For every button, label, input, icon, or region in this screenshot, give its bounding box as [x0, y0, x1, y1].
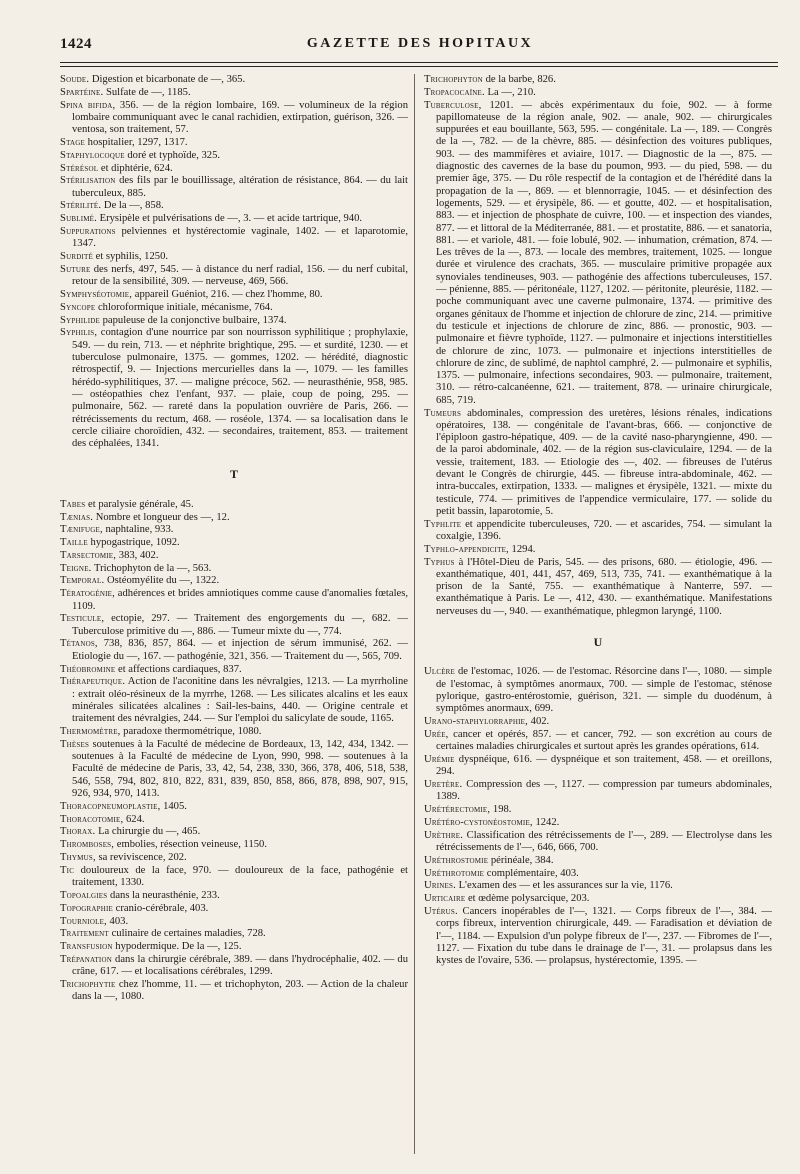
index-entry: [60, 826, 408, 838]
entry-text: De la —, 858.: [101, 200, 164, 212]
entry-headword: Tic: [60, 864, 75, 876]
index-entry: [60, 499, 408, 511]
entry-headword: Tabes: [60, 498, 86, 510]
entry-headword: Spartéine.: [60, 86, 104, 98]
entry-text: appareil Guéniot, 216. — chez l'homme, 80.: [132, 289, 323, 301]
entry-headword: Tuberculose,: [424, 99, 482, 111]
entry-headword: Thèses: [60, 738, 90, 750]
entry-text: pelviennes et hystérectomie vaginale, 1402. — et laparotomie, 1347.: [72, 226, 408, 250]
entry-text: abdominales, compression des uretères, lésions rénales, indications opératoires, 138. — congénitale de l'avant-bras, 666. — conjonctive de l'épiploon gastro-hépatique, 409. — de la cavité naso-pharyngienne, 490. — de la paroi abdominale, 402. — de la région sus-claviculaire, 1294. — de la vessie, traitement, 183. — Etiologie des —, 402. — fibreuses de l'utérus devant le Congrès de chirurgie, 445. — fibreuse intra-abdominale, 462. — intra-buccales, extirpation, 1333. — malignes et érysipèle, 1321. — mixte du testicule, 774. — primitives de l'appendice vermiculaire, 177. — solide du petit bassin, laparotomie, 5.: [436, 407, 772, 517]
index-entry: [60, 563, 408, 575]
entry-headword: Urémie: [424, 753, 455, 765]
entry-headword: Urines.: [424, 880, 456, 892]
entry-headword: Tétanos,: [60, 638, 98, 650]
entry-headword: Thermomètre,: [60, 726, 121, 738]
index-entry: [60, 979, 408, 1004]
entry-text: La —, 210.: [484, 86, 536, 98]
running-title: GAZETTE DES HOPITAUX: [306, 36, 534, 51]
entry-text: et affections cardiaques, 837.: [115, 663, 242, 675]
index-entry: [424, 100, 772, 407]
page-number: 1424: [60, 36, 92, 52]
index-entry: [60, 150, 408, 162]
index-entry: [60, 575, 408, 587]
index-entry: [60, 664, 408, 676]
index-entry: [60, 613, 408, 638]
entry-headword: Tourniole,: [60, 915, 107, 927]
index-entry: [60, 676, 408, 725]
index-entry: [424, 729, 772, 754]
entry-headword: Urétérectomie,: [424, 804, 491, 816]
index-entry: [60, 954, 408, 979]
index-entry: [60, 928, 408, 940]
entry-headword: Urèthre.: [424, 829, 464, 841]
entry-headword: Tumeurs: [424, 407, 462, 419]
entry-text: dans la chirurgie cérébrale, 389. — dans l'hydrocéphalie, 402. — du crâne, 617. — et localisations cérébrales, 1299.: [72, 953, 408, 978]
entry-headword: Trichophyton: [424, 74, 483, 85]
entry-headword: Typhus: [424, 556, 455, 568]
entry-headword: Uréthrostomie: [424, 854, 489, 866]
index-entry: [424, 408, 772, 519]
index-entry: [60, 739, 408, 800]
index-entry: [60, 175, 408, 200]
entry-headword: Tænifuge,: [60, 524, 103, 536]
index-entry: [60, 537, 408, 549]
entry-headword: Syphilis,: [60, 327, 98, 339]
entry-text: chez l'homme, 11. — et trichophyton, 203. — Action de la chaleur dans la —, 1080.: [72, 978, 408, 1003]
right-column: [424, 74, 772, 968]
index-entry: [60, 839, 408, 851]
entry-headword: Thymus,: [60, 852, 96, 864]
entry-text: Nombre et longueur des —, 12.: [93, 511, 230, 523]
index-entry: [424, 754, 772, 779]
index-entry: [60, 550, 408, 562]
entry-text: sa reviviscence, 202.: [95, 852, 187, 864]
entry-headword: Thromboses,: [60, 839, 115, 851]
entry-text: paradoxe thermométrique, 1080.: [120, 726, 262, 738]
entry-headword: Thorax.: [60, 826, 96, 838]
entry-text: 198.: [490, 804, 512, 816]
entry-text: 356. — de la région lombaire, 169. — volumineux de la région lombaire communiquant avec le canal rachidien, extirpation, guérison, 326. — ventosa, son traitement, 57.: [72, 99, 408, 136]
index-entry: [60, 289, 408, 301]
entry-headword: Suppurations: [60, 226, 116, 238]
entry-text: douloureux de la face, 970. — douloureux de la face, pathogénie et traitement, 1330.: [72, 864, 408, 889]
entry-text: complémentaire, 403.: [484, 867, 579, 879]
entry-text: chloroformique initiale, mécanisme, 764.: [95, 301, 273, 313]
index-entry: [60, 251, 408, 263]
entry-text: cranio-cérébrale, 403.: [113, 902, 209, 914]
entry-headword: Temporal.: [60, 575, 105, 587]
index-entry: [60, 74, 408, 86]
entry-text: Classification des rétrécissements de l'—, 289. — Electrolyse dans les rétrécissements de l'—, 646, 666, 700.: [436, 829, 772, 854]
index-entry: [60, 213, 408, 225]
index-entry: [60, 100, 408, 137]
entry-text: des fils par le bouillissage, altération de résistance, 864. — du lait tuberculeux, 885.: [72, 175, 408, 199]
entry-text: 1242.: [532, 816, 560, 828]
entry-headword: Testicule,: [60, 613, 105, 625]
entry-headword: Tænias.: [60, 511, 94, 523]
entry-headword: Soude.: [60, 74, 90, 85]
index-entry: [60, 137, 408, 149]
index-entry: [424, 519, 772, 544]
entry-text: papuleuse de la conjonctive bulbaire, 1374.: [99, 314, 287, 326]
index-entry: [424, 830, 772, 855]
entry-text: Action de l'aconitine dans les névralgies, 1213. — La myrrholine : extrait oléo-résineux de la myrrhe, 1268. — Les silicates alcalins et les eaux minérales silicatées alcalines : Sail-les-bains, 440. — Origine centrale et traitement des névralgies, 244. — Sur l'emploi du salicylate de soude, 1165.: [72, 676, 408, 725]
section-letter-t: T: [229, 467, 238, 482]
entry-headword: Urée,: [424, 728, 449, 740]
entry-headword: Urétéro-cystonéostomie,: [424, 816, 533, 828]
entry-headword: Thérapeutique.: [60, 676, 126, 688]
entry-headword: Syncope: [60, 301, 96, 313]
entry-headword: Thoracotomie,: [60, 813, 124, 825]
left-entries-t: [60, 499, 408, 1004]
entry-text: et diphtérie, 624.: [98, 162, 173, 174]
entry-headword: Stérésol: [60, 162, 99, 174]
entry-text: hypogastrique, 1092.: [87, 537, 180, 549]
index-entry: [424, 779, 772, 804]
entry-text: 1201. — abcès expérimentaux du foie, 902. — à forme papillomateuse de la région anale, 902. — anale, 902. — chirurgicales suppurées et eau bouillante, 563, 595. — congénitale. La —, 189. — Congrès de la —, 782. — de la chèvre, 885. — désinfection des voitures publiques, 903. — des mammifères et aviaire, 1017. — Diagnostic de la —, 875. — diagnostic des cavernes de la base du poumon, 993. — du pied, 598. — du premier âge, 375. — Du rôle respectif de la contagion et de l'hérédité dans la propagation de la —, 869. — et blennorragie, 1045. — et désinfection des logements, 529. — et érysipèle, 86. — et goutte, 402. — et hospitalisation, 883. — et injection de phosphate de cuivre, 100. — et inspection des viandes, 877. — et littoral de la Méditerranée, 881. — et prostatite, 886. — et sanatoria, 881. — et variole, 481. — foie lobulé, 902. — inhumation, crémation, 874. — Les trêves de la —, 873. — locale des membres, traitement, 1025. — longue durée et virulence des crachats, 365. — musculaire primitive propagée aux synoviales tendineuses, 903. — pathogénie des affections tuberculeuses, 157. — pénienne, 885. — péritonéale, 1127, 1202. — péritonite, pleurésie, 1182. — poche communiquant avec une caverne pulmonaire, 1374. — primitive des organes génitaux de l'homme et injection de chlorure de zinc, 214. — primitive du testicule et injections de chlorure de zinc, 886. — pronostic, 903. — pulmonaire et fièvre typhoïde, 1127. — pulmonaire et injections interstitielles de chlorure de zinc, 1073. — pulmonaire et injections interstitielles de chlorure de zinc, de sublimé, de naphtol camphré, 2. — pulmonaire et syphilis, 1375. — pulmonaire, infections secondaires, 903. — pulmonaire, traitement, 310. — rétro-calcanéenne, 621. — traitement, 878. — urinaire chirurgicale, 685, 719.: [436, 99, 772, 406]
entry-text: Digestion et bicarbonate de —, 365.: [89, 74, 246, 85]
index-entry: [424, 804, 772, 816]
entry-text: culinaire de certaines maladies, 728.: [108, 928, 266, 940]
index-entry: [60, 87, 408, 99]
entry-text: Cancers inopérables de l'—, 1321. — Corps fibreux de l'—, 384. — corps fibreux, intervention chirurgicale, 449. — Faradisation et déviation de l'—, 1184. — Expulsion d'un polype fibreux de l'—, 237. — Fibromes de l'—, 1127. — Fixation du tube dans le drainage de l'—, 31. — prolapsus dans les kystes de l'ovaire, 536. — prolapsus, hystérectomie, 1395. —: [436, 906, 772, 967]
entry-headword: Tropacocaïne.: [424, 86, 485, 98]
entry-headword: Syphilide: [60, 314, 100, 326]
entry-text: cancer et opérés, 857. — et cancer, 792. — son excrétion au cours de certaines maladies chirurgicales et surtout après les grandes opérations, 614.: [436, 728, 772, 753]
entry-headword: Trépanation: [60, 953, 112, 965]
entry-text: 1294.: [508, 543, 536, 555]
entry-text: 383, 402.: [116, 549, 159, 561]
index-entry: [424, 716, 772, 728]
index-entry: [60, 327, 408, 450]
index-entry: [60, 865, 408, 890]
entry-text: hospitalier, 1297, 1317.: [85, 136, 188, 148]
index-entry: [424, 544, 772, 556]
index-entry: [60, 814, 408, 826]
index-entry: [424, 557, 772, 618]
left-entries-s: [60, 74, 408, 450]
entry-text: doré et typhoïde, 325.: [124, 149, 221, 161]
entry-text: et appendicite tuberculeuses, 720. — et ascarides, 754. — simulant la coxalgie, 1396.: [436, 518, 772, 542]
entry-text: Trichophyton de la —, 563.: [91, 562, 212, 574]
entry-headword: Stage: [60, 136, 85, 148]
entry-headword: Thoracopneumoplastie,: [60, 800, 161, 812]
right-entries-t: [424, 74, 772, 618]
entry-headword: Stérilité.: [60, 200, 102, 212]
index-entry: [60, 903, 408, 915]
entry-headword: Utérus.: [424, 906, 458, 917]
section-letter-u: U: [593, 635, 603, 650]
entry-headword: Traitement: [60, 928, 109, 940]
entry-text: 402.: [528, 716, 550, 728]
index-entry: [424, 855, 772, 867]
entry-headword: Uréthrotomie: [424, 867, 485, 879]
index-entry: [60, 890, 408, 902]
index-entry: [60, 163, 408, 175]
index-entry: [424, 74, 772, 86]
entry-text: Ostéomyélite du —, 1322.: [104, 575, 220, 587]
entry-text: contagion d'une nourrice par son nourrisson syphilitique ; prophylaxie, 549. — du rein, 713. — et néphrite brightique, 295. — et surdité, 1230. — et tuberculose pulmonaire, 1375. — gommes, 1202. — hérédité, diagnostic rétrospectif, 9. — Injections mercurielles dans la —, 1079. — les familles hérédo-syphilitiques, 37. — maligne précoce, 562. — neurasthénie, 958, 985. — ostéopathies chez l'enfant, 937. — plaie, coup de poing, 295. — pulmonaire, 562. — rareté dans la population ouvrière de Paris, 266. — rétrécissements du rectum, 468. — roséole, 1374. — sa localisation dans le cercle ciliaire choroïdien, 432. — secondaires, traitement, 853. — traitement des céphalées, 1341.: [72, 327, 408, 450]
entry-text: Erysipèle et pulvérisations de —, 3. — et acide tartrique, 940.: [96, 213, 363, 225]
index-entry: [60, 315, 408, 327]
index-entry: [60, 588, 408, 613]
entry-text: de la barbe, 826.: [482, 74, 556, 85]
index-entry: [424, 906, 772, 967]
index-entry: [60, 302, 408, 314]
entry-text: Compression des —, 1127. — compression par tumeurs abdominales, 1389.: [436, 779, 772, 803]
index-entry: [60, 801, 408, 813]
index-entry: [60, 726, 408, 738]
entry-text: de l'estomac, 1026. — de l'estomac. Résorcine dans l'—, 1080. — simple de l'estomac, à symptômes anormaux, 700. — simple de l'estomac, sténose pylorique, gastro-entérostomie, guérison, 321. — simple du duodénum, à symptômes anormaux, 699.: [436, 666, 772, 715]
entry-headword: Topographie: [60, 902, 114, 914]
header-rule-thick: [60, 62, 778, 63]
entry-headword: Tératogénie,: [60, 588, 115, 600]
entry-text: ectopie, 297. — Traitement des engorgements du —, 682. — Tuberculose primitive du —, 886. — Tumeur mixte du —, 774.: [72, 613, 408, 637]
index-entry: [60, 941, 408, 953]
entry-text: L'examen des — et les assurances sur la vie, 1176.: [455, 880, 673, 892]
index-entry: [424, 817, 772, 829]
entry-text: dyspnéique, 616. — dyspnéique et son traitement, 458. — et oreillons, 294.: [436, 753, 772, 778]
entry-headword: Transfusion: [60, 941, 113, 953]
entry-text: 624.: [123, 813, 145, 825]
right-entries-u: [424, 666, 772, 967]
entry-headword: Stérilisation: [60, 175, 116, 187]
entry-text: embolies, résection veineuse, 1150.: [114, 839, 267, 851]
entry-headword: Taille: [60, 537, 88, 549]
index-entry: [60, 916, 408, 928]
page-header: [60, 36, 780, 60]
index-entry: [60, 200, 408, 212]
index-entry: [424, 666, 772, 715]
entry-headword: Staphylocoque: [60, 149, 125, 161]
index-entry: [424, 868, 772, 880]
entry-text: périnéale, 384.: [488, 854, 554, 866]
entry-headword: Topoalgies: [60, 889, 108, 901]
entry-text: dans la neurasthénie, 233.: [107, 889, 220, 901]
entry-headword: Uretère.: [424, 779, 463, 791]
entry-headword: Tarsectomie,: [60, 549, 117, 561]
entry-headword: Ulcère: [424, 666, 456, 678]
entry-text: 403.: [106, 915, 129, 927]
index-entry: [424, 87, 772, 99]
index-entry: [424, 880, 772, 892]
entry-headword: Sublimé.: [60, 213, 97, 225]
index-entry: [424, 893, 772, 905]
entry-text: et syphilis, 1250.: [92, 251, 169, 263]
entry-text: et paralysie générale, 45.: [85, 498, 194, 510]
left-column: [60, 74, 408, 1004]
entry-text: Sulfate de —, 1185.: [103, 86, 191, 98]
entry-text: naphtaline, 933.: [102, 524, 174, 536]
entry-headword: Trichophytie: [60, 978, 116, 990]
entry-text: 738, 836, 857, 864. — et injection de sérum immunisé, 262. — Etiologie du —, 167. — pathogénie, 321, 356. — Traitement du —, 565, 709.: [72, 638, 408, 662]
entry-headword: Teigne.: [60, 562, 92, 574]
entry-headword: Typhlo-appendicite,: [424, 543, 509, 555]
entry-headword: Urticaire: [424, 893, 466, 905]
index-entry: [60, 226, 408, 251]
column-divider: [414, 74, 415, 1154]
entry-headword: Urano-staphylorraphie,: [424, 716, 529, 728]
entry-headword: Théobromine: [60, 663, 116, 675]
entry-text: La chirurgie du —, 465.: [95, 826, 201, 838]
entry-headword: Surdité: [60, 251, 93, 263]
index-entry: [60, 852, 408, 864]
entry-headword: Typhlite: [424, 518, 462, 530]
entry-headword: Spina bifida,: [60, 99, 116, 111]
entry-headword: Symphyséotomie,: [60, 289, 133, 301]
entry-text: hypodermique. De la —, 125.: [112, 941, 242, 953]
index-entry: [60, 638, 408, 663]
entry-text: des nerfs, 497, 545. — à distance du nerf radial, 156. — du nerf cubital, retour de la sensibilité, 309. — nerveuse, 469, 566.: [72, 263, 408, 288]
entry-text: 1405.: [160, 800, 187, 812]
header-rule-thin: [60, 66, 778, 67]
entry-text: et œdème polysarcique, 203.: [465, 893, 590, 905]
entry-text: à l'Hôtel-Dieu de Paris, 545. — des prisons, 680. — étiologie, 496. — exanthématique, 401, 441, 457, 469, 513, 735, 741. — exanthématique à la prison de la Santé, 755. — exanthématique à Nanterre, 597. — exanthématique à Paris. Le —, 412, 430. — exanthématique. Manifestations nerveuses du —, 940. — exanthématique, phlegmon laryngé, 1100.: [436, 556, 772, 617]
index-entry: [60, 512, 408, 524]
entry-text: adhérences et brides amniotiques comme cause d'anomalies fœtales, 1109.: [72, 588, 408, 612]
entry-text: soutenues à la Faculté de médecine de Bordeaux, 13, 142, 434, 1342. — soutenues à la Faculté de médecine de Lyon, 990, 998. — soutenues à la Faculté de médecine de Paris, 33, 42, 54, 238, 330, 366, 378, 406, 518, 538, 546, 558, 794, 802, 810, 822, 831, 839, 850, 858, 866, 878, 898, 907, 915, 926, 934, 970, 1413.: [72, 738, 408, 800]
entry-headword: Suture: [60, 263, 91, 275]
index-entry: [60, 524, 408, 536]
index-entry: [60, 264, 408, 289]
